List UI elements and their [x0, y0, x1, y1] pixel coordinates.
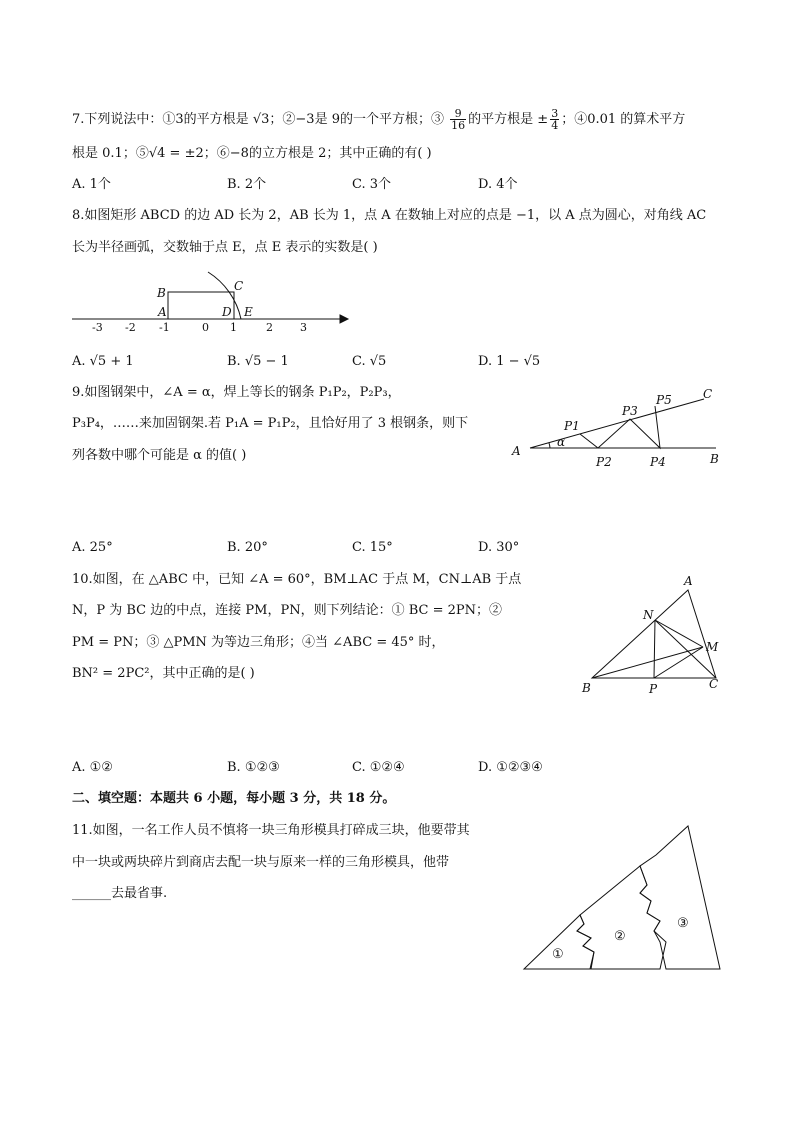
- label-a: A: [512, 444, 521, 458]
- q10-option-a[interactable]: A. ①②: [72, 760, 113, 775]
- answer-blank[interactable]: ______: [72, 886, 111, 901]
- q9-option-a[interactable]: A. 25°: [72, 540, 113, 555]
- arc-ac: [208, 272, 244, 319]
- q11-line-2: 中一块或两块碎片到商店去配一块与原来一样的三角形模具，他带: [72, 855, 450, 870]
- q7-option-c[interactable]: C. 3个: [352, 177, 392, 192]
- q9-line-1: 9.如图钢架中，∠A = α，焊上等长的钢条 P₁P₂，P₂P₃，: [72, 385, 401, 400]
- q10-line-1: 10.如图，在 △ABC 中，已知 ∠A = 60°，BM⊥AC 于点 M，CN⊥AB 于点: [72, 572, 522, 587]
- label-piece-3: ③: [677, 916, 689, 931]
- ray-ac: [530, 399, 704, 448]
- tick-label-0: 0: [202, 321, 209, 334]
- q10-option-b[interactable]: B. ①②③: [227, 760, 280, 775]
- steel-bars: [580, 406, 660, 448]
- triangle-abc: [592, 590, 716, 678]
- label-p5: P5: [656, 393, 672, 407]
- q7-line-1: 7.下列说法中：①3的平方根是 √3；②−3是 9的一个平方根；③ $\frac{9}{16}$ 的平方根是 ± $\frac{3}{4}$ ；④0.01 的算术平方: [72, 107, 686, 132]
- tick-label-1: 1: [230, 321, 237, 334]
- q7-option-b[interactable]: B. 2个: [227, 177, 267, 192]
- label-p3: P3: [622, 404, 638, 418]
- point-label-e: E: [244, 305, 253, 319]
- point-label-c: C: [234, 279, 244, 293]
- label-piece-1: ①: [552, 947, 564, 962]
- q9-option-c[interactable]: C. 15°: [352, 540, 393, 555]
- point-label-b: B: [157, 286, 166, 300]
- label-piece-2: ②: [614, 929, 626, 944]
- q8-option-b[interactable]: B. √5 − 1: [227, 354, 289, 369]
- q11-line-3: ______去最省事.: [72, 886, 168, 901]
- segment-pn: [654, 620, 655, 678]
- label-m: M: [706, 640, 719, 654]
- q10-option-d[interactable]: D. ①②③④: [478, 760, 543, 775]
- tick-label-neg3: -3: [92, 321, 103, 334]
- q8-line-1: 8.如图矩形 ABCD 的边 AD 长为 2，AB 长为 1，点 A 在数轴上对应的点是 −1，以 A 点为圆心，对角线 AC: [72, 208, 707, 223]
- label-a: A: [684, 574, 693, 588]
- q9-option-b[interactable]: B. 20°: [227, 540, 268, 555]
- q10-line-4: BN² = 2PC²，其中正确的是( ): [72, 666, 255, 681]
- q9-line-3: 列各数中哪个可能是 α 的值( ): [72, 448, 247, 463]
- q8-line-2: 长为半径画弧，交数轴于点 E，点 E 表示的实数是( ): [72, 240, 378, 255]
- label-n: N: [643, 608, 654, 622]
- tick-label-3: 3: [300, 321, 307, 334]
- label-p: P: [649, 682, 658, 696]
- tick-label-2: 2: [266, 321, 273, 334]
- label-p4: P4: [650, 455, 666, 469]
- tick-label-neg1: -1: [159, 321, 170, 334]
- fragment-1: [524, 915, 594, 969]
- label-b: B: [582, 681, 591, 695]
- fraction-9-16: $\frac{9}{16}$: [451, 107, 466, 132]
- label-c: C: [703, 387, 713, 401]
- q8-option-c[interactable]: C. √5: [352, 354, 387, 369]
- q10-line-2: N，P 为 BC 边的中点，连接 PM，PN，则下列结论：① BC = 2PN；②: [72, 603, 502, 618]
- q9-line-2: P₃P₄，……来加固钢架.若 P₁A = P₁P₂，且恰好用了 3 根钢条，则下: [72, 416, 469, 431]
- q11-line-1: 11.如图，一名工作人员不慎将一块三角形模具打碎成三块，他要带其: [72, 823, 470, 838]
- angle-alpha-arc: [549, 443, 550, 448]
- segment-nm: [655, 620, 703, 647]
- q10-option-c[interactable]: C. ①②④: [352, 760, 405, 775]
- segment-pm: [654, 647, 703, 678]
- fragment-2: [577, 866, 666, 969]
- section-2-title: 二、填空题：本题共 6 小题，每小题 3 分，共 18 分。: [72, 791, 396, 806]
- number-line-arrow: [340, 315, 348, 323]
- tick-label-neg2: -2: [125, 321, 136, 334]
- q10-line-3: PM = PN；③ △PMN 为等边三角形；④当 ∠ABC = 45° 时，: [72, 635, 445, 650]
- segment-bm: [592, 647, 703, 678]
- q9-option-d[interactable]: D. 30°: [478, 540, 520, 555]
- q7-line-2: 根是 0.1；⑤√4 = ±2；⑥−8的立方根是 2；其中正确的有( ): [72, 146, 432, 161]
- label-p2: P2: [596, 455, 612, 469]
- rectangle-abcd: [168, 292, 234, 319]
- label-p1: P1: [564, 419, 580, 433]
- label-alpha: α: [557, 435, 566, 449]
- fraction-3-4: $\frac{3}{4}$: [551, 107, 559, 132]
- q8-option-d[interactable]: D. 1 − √5: [478, 354, 541, 369]
- point-label-d: D: [222, 305, 232, 319]
- q7-option-d[interactable]: D. 4个: [478, 177, 518, 192]
- q7-option-a[interactable]: A. 1个: [72, 177, 111, 192]
- q8-option-a[interactable]: A. √5 + 1: [72, 354, 134, 369]
- point-label-a: A: [158, 305, 167, 319]
- segment-cn: [655, 620, 716, 678]
- label-b: B: [710, 452, 719, 466]
- label-c: C: [709, 677, 719, 691]
- fragment-3: [640, 826, 720, 969]
